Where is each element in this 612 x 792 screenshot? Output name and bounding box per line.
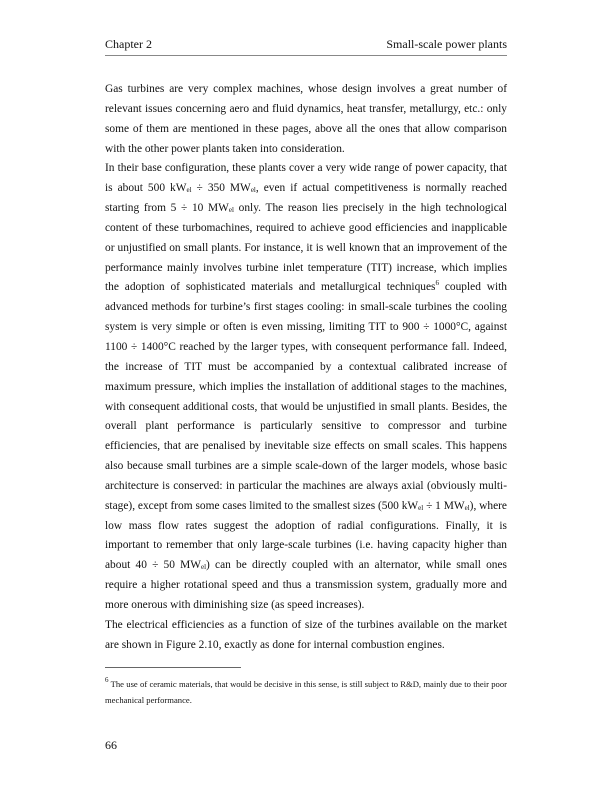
running-header (105, 37, 507, 54)
text-run: ) can be directly coupled with an alternator, while small ones require a higher rotational speed and thus a transmission system, gradually more and more onerous with diminishing size (as speed increases). (105, 559, 507, 611)
text-run: coupled with advanced methods for turbine’s first stages cooling: in small-scale turbines the cooling system is very simple or often is even missing, limiting TIT to 900 ÷ 1000°C, against 1100 ÷ 1400°C reached by the larger types, with consequent performance fall. Indeed, the increase of TIT must be accompanied by a contextual calibrated increase of maximum pressure, which implies the installation of additional stages to the machines, with consequent additional costs, that would be unjustified in small plants. Besides, the overall plant performance is particularly sensitive to compressor and turbine efficiencies, that are penalised by inevitable size effects on small scales. This happens also because small turbines are a simple scale-down of the larger models, whose basic architecture is conserved: in particular the machines are always axial (obviously multi-stage), except from some cases limited to the smallest sizes (500 kW (105, 281, 507, 512)
text-run: Gas turbines are very complex machines, whose design involves a great number of relevant issues concerning aero and fluid dynamics, heat transfer, metallurgy, etc.: only some of them are mentioned in these pages, above all the ones that allow comparison with the other power plants taken into consideration. (105, 83, 507, 155)
subscript: el (186, 186, 192, 195)
body-text (105, 80, 507, 655)
footnote-marker: 6 (105, 676, 109, 684)
paragraph (105, 159, 507, 615)
subscript: el (464, 503, 470, 512)
section-title: Small-scale power plants (386, 37, 507, 51)
text-run: In their base configuration, these plants cover a very wide range of power capacity, that is about 500 kW (105, 162, 507, 195)
paragraph (105, 616, 507, 656)
text-run: The electrical efficiencies as a function of size of the turbines available on the market are shown in Figure 2.10, exactly as done for internal combustion engines. (105, 618, 507, 651)
chapter-label: Chapter 2 (105, 37, 152, 51)
text-run: only. The reason lies precisely in the high technological content of these turbomachines, required to achieve good efficiencies and inapplicable or unjustified on small plants. For instance, it is well known that an improvement of the performance mainly involves turbine inlet temperature (TIT) increase, which implies the adoption of sophisticated materials and metallurgical techniques (105, 202, 507, 294)
subscript: el (250, 186, 256, 195)
paragraph (105, 80, 507, 159)
footnote-divider (105, 667, 241, 668)
subscript: el (228, 206, 234, 215)
footnote-text: The use of ceramic materials, that would be decisive in this sense, is still subject to R&D, mainly due to their poor mechanical performance. (105, 679, 507, 705)
page-number: 66 (105, 738, 117, 752)
text-run: ÷ 1 MW (423, 499, 465, 512)
text-run: , even if actual competitiveness is normally reached starting from 5 ÷ 10 MW (105, 182, 507, 215)
text-run: ), where low mass flow rates suggest the adoption of radial configurations. Finally, it is important to remember that only large-scale turbines (i.e. having capacity higher than about 40 ÷ 50 MW (105, 499, 507, 572)
subscript: el (200, 563, 207, 572)
text-run: ÷ 350 MW (191, 182, 251, 195)
footnote (105, 676, 507, 708)
footnote-reference: 6 (435, 279, 439, 288)
subscript: el (418, 503, 424, 512)
header-divider (105, 55, 507, 56)
